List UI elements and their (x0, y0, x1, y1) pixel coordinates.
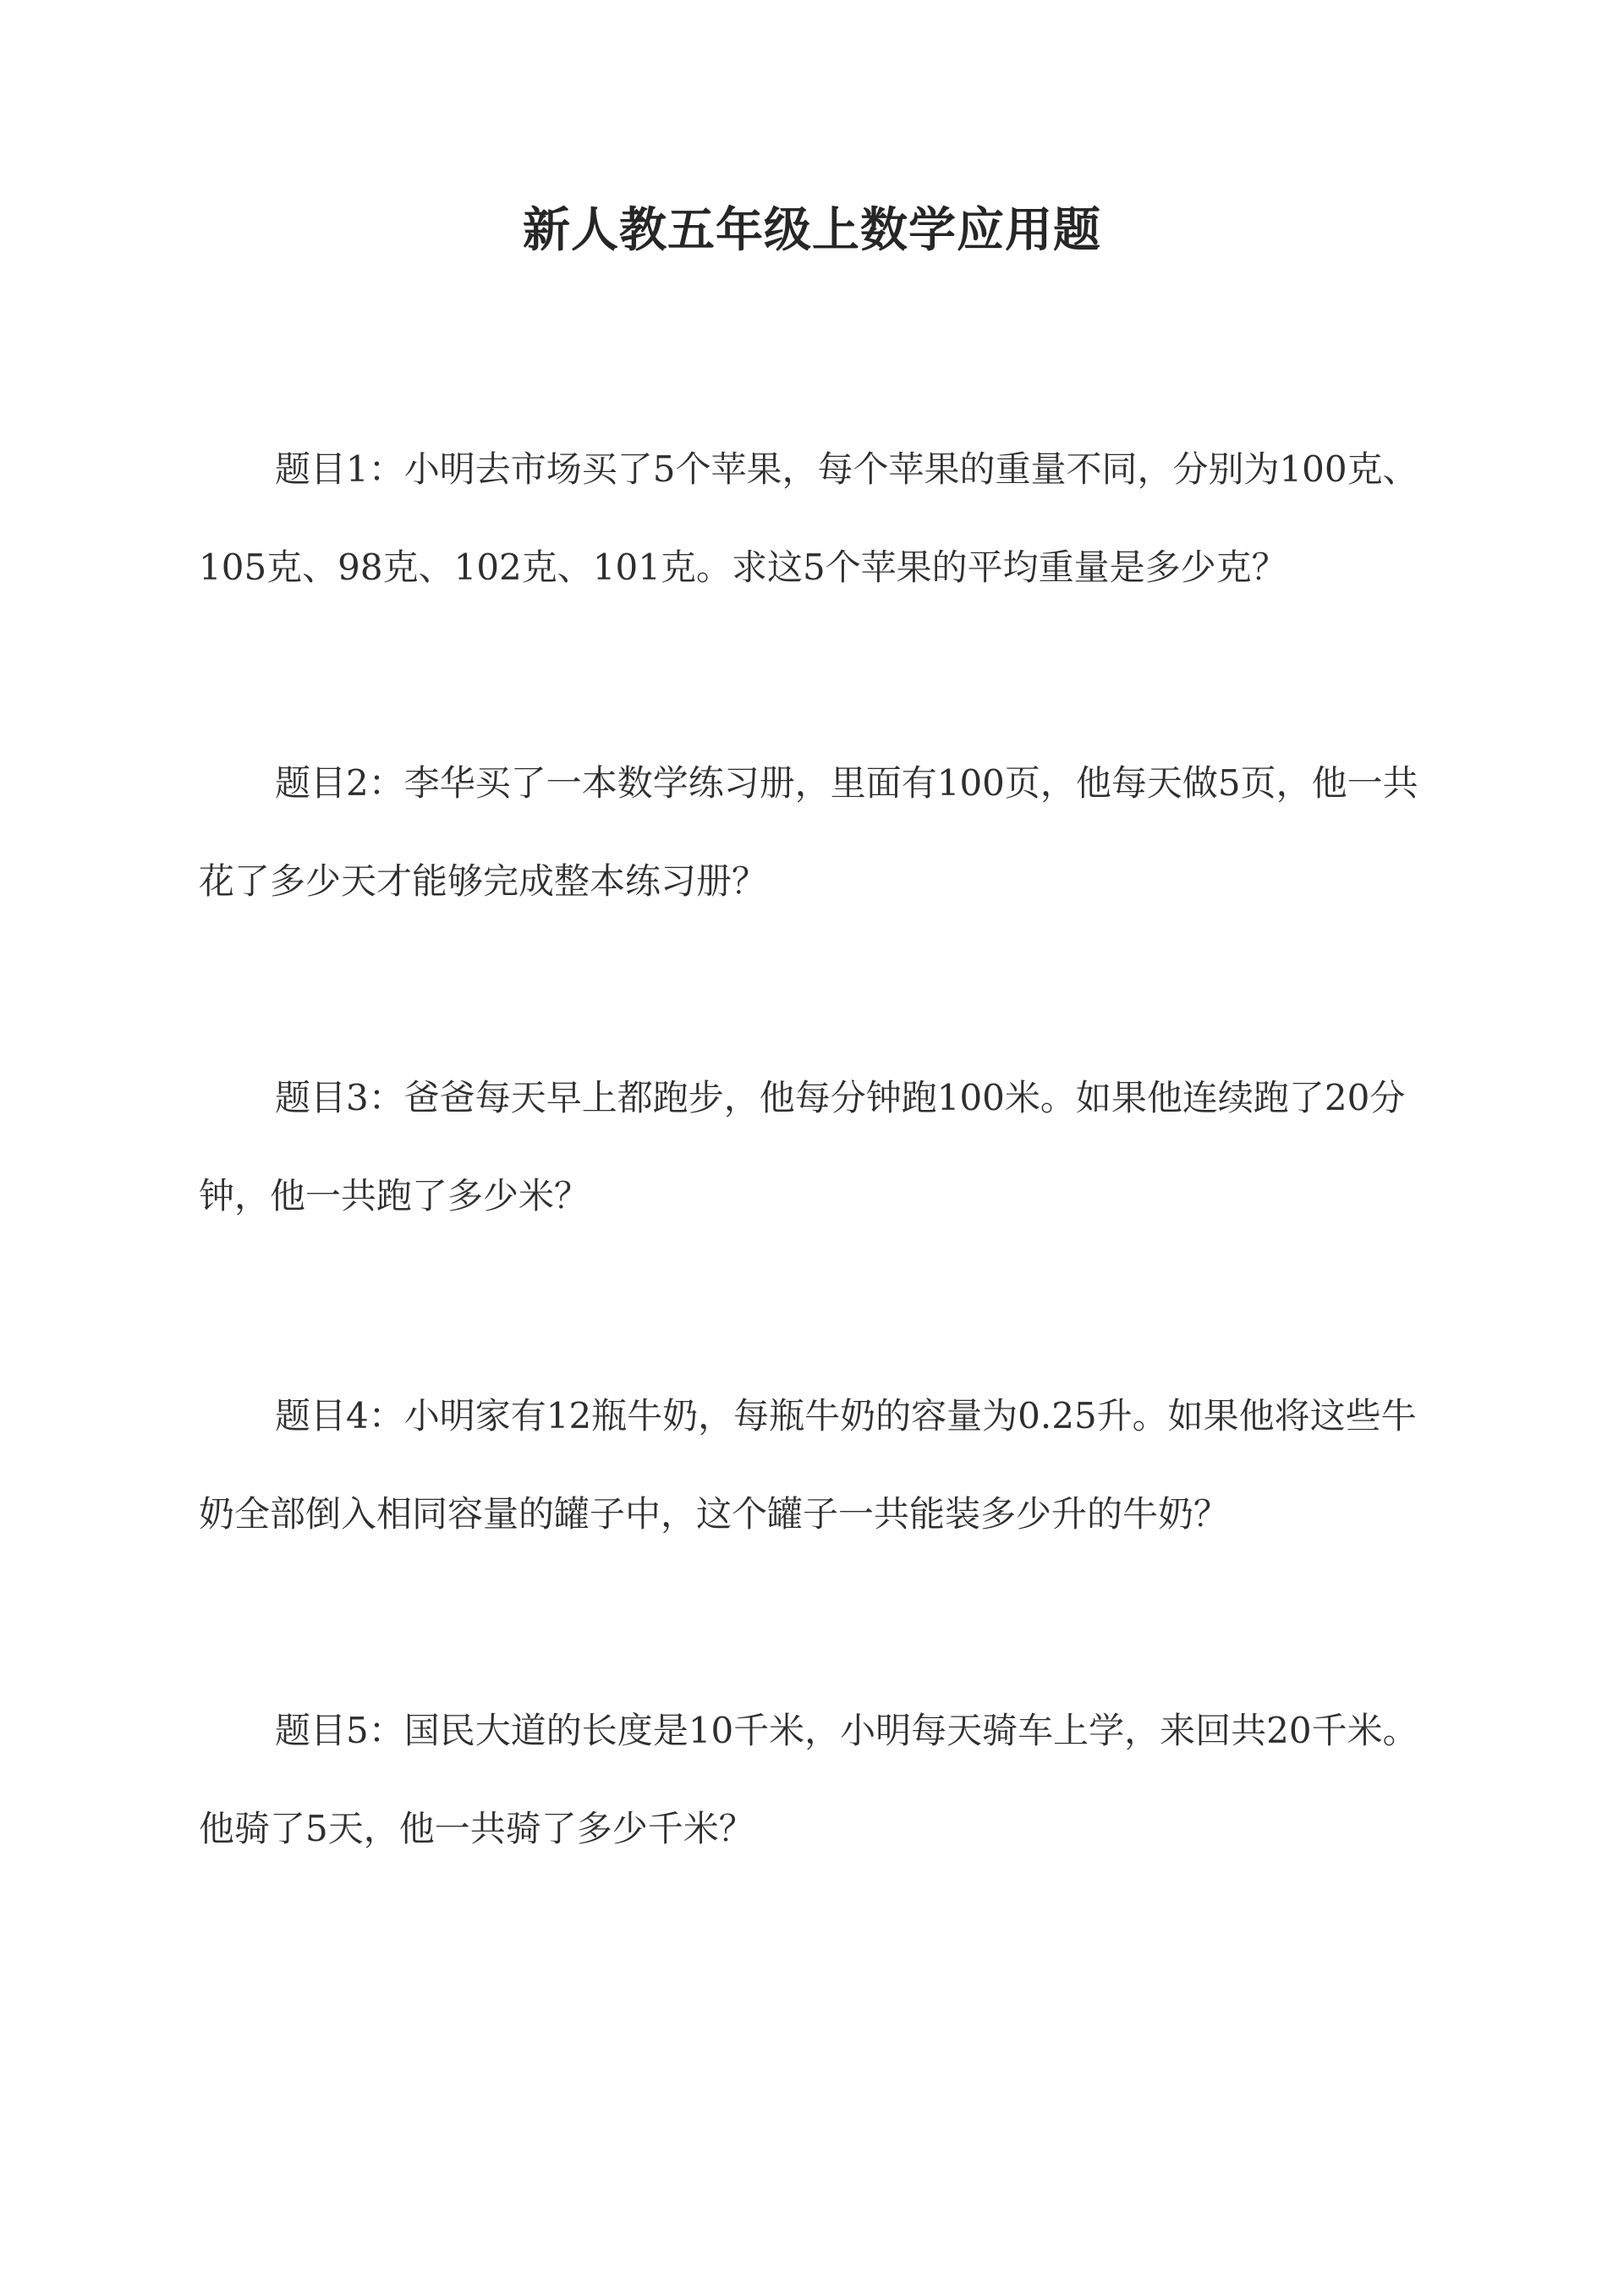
question-3: 题目3：爸爸每天早上都跑步，他每分钟跑100米。如果他连续跑了20分钟，他一共跑了多少米？ (199, 1077, 1406, 1217)
question-4: 题目4：小明家有12瓶牛奶，每瓶牛奶的容量为0.25升。如果他将这些牛奶全部倒入相同容量的罐子中，这个罐子一共能装多少升的牛奶？ (199, 1395, 1417, 1535)
question-2: 题目2：李华买了一本数学练习册，里面有100页，他每天做5页，他一共花了多少天才能够完成整本练习册？ (199, 762, 1418, 902)
question-5: 题目5：国民大道的长度是10千米，小明每天骑车上学，来回共20千米。他骑了5天，他一共骑了多少千米？ (199, 1710, 1418, 1849)
question-1: 题目1：小明去市场买了5个苹果，每个苹果的重量不同，分别为100克、105克、98克、102克、101克。求这5个苹果的平均重量是多少克？ (199, 448, 1418, 588)
document-title: 新人教五年级上数学应用题 (523, 202, 1101, 258)
